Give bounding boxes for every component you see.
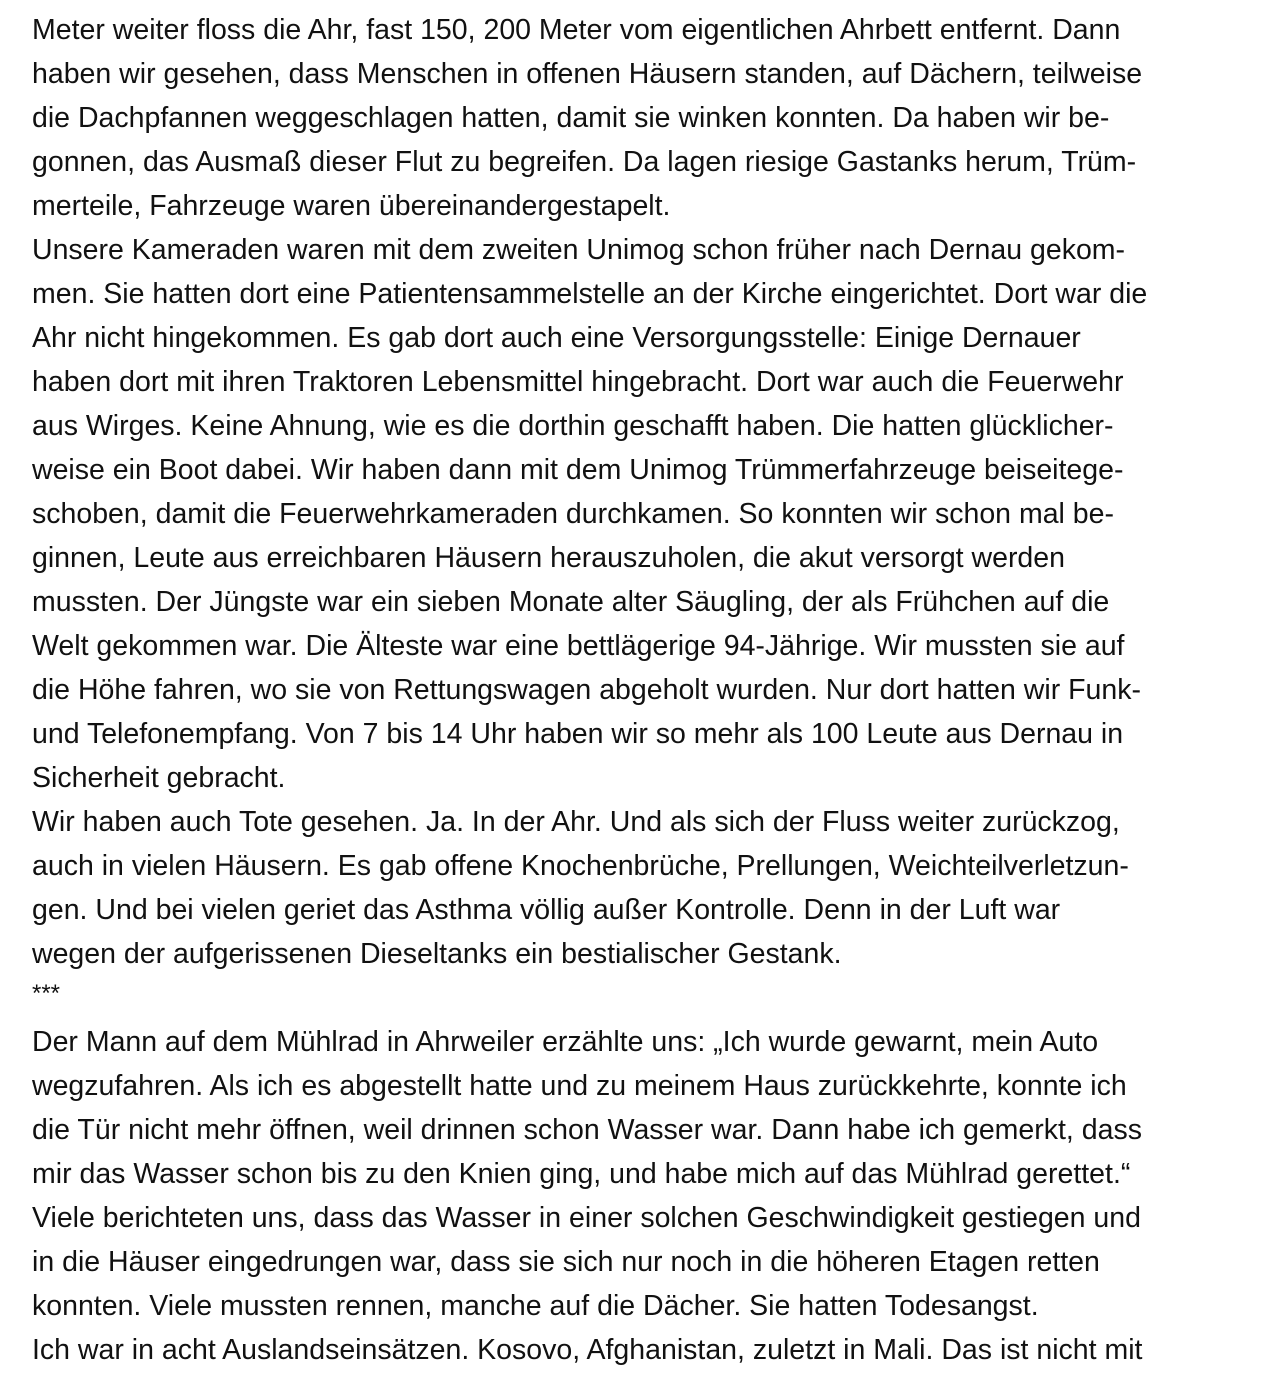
text-line: haben wir gesehen, dass Menschen in offenen Häusern standen, auf Dächern, teilweise — [32, 58, 1143, 90]
text-line: konnten. Viele mussten rennen, manche auf die Dächer. Sie hatten Todesangst. — [32, 1290, 1039, 1322]
text-line: merteile, Fahrzeuge waren übereinandergestapelt. — [32, 190, 671, 222]
text-line: Sicherheit gebracht. — [32, 762, 286, 794]
text-line: mir das Wasser schon bis zu den Knien ging, und habe mich auf das Mühlrad gerettet.“ — [32, 1158, 1131, 1190]
text-line: men. Sie hatten dort eine Patientensammelstelle an der Kirche eingerichtet. Dort war die — [32, 278, 1148, 310]
text-line: auch in vielen Häusern. Es gab offene Knochenbrüche, Prellungen, Weichteilverletzun- — [32, 850, 1129, 882]
text-line: schoben, damit die Feuerwehrkameraden durchkamen. So konnten wir schon mal be- — [32, 498, 1114, 530]
text-line: haben dort mit ihren Traktoren Lebensmittel hingebracht. Dort war auch die Feuerwehr — [32, 366, 1124, 398]
text-line: Der Mann auf dem Mühlrad in Ahrweiler erzählte uns: „Ich wurde gewarnt, mein Auto — [32, 1026, 1099, 1058]
text-line: mussten. Der Jüngste war ein sieben Monate alter Säugling, der als Frühchen auf die — [32, 586, 1110, 618]
text-line: Ich war in acht Auslandseinsätzen. Kosovo, Afghanistan, zuletzt in Mali. Das ist nicht mit — [32, 1334, 1143, 1366]
text-line: Meter weiter floss die Ahr, fast 150, 200 Meter vom eigentlichen Ahrbett entfernt. Dann — [32, 14, 1121, 46]
text-line: Viele berichteten uns, dass das Wasser in einer solchen Geschwindigkeit gestiegen und — [32, 1202, 1141, 1234]
text-line: in die Häuser eingedrungen war, dass sie sich nur noch in die höheren Etagen retten — [32, 1246, 1100, 1278]
text-line: Ahr nicht hingekommen. Es gab dort auch eine Versorgungsstelle: Einige Dernauer — [32, 322, 1081, 354]
text-line: und Telefonempfang. Von 7 bis 14 Uhr haben wir so mehr als 100 Leute aus Dernau in — [32, 718, 1124, 750]
text-line: aus Wirges. Keine Ahnung, wie es die dorthin geschafft haben. Die hatten glücklicher- — [32, 410, 1114, 442]
text-line: gonnen, das Ausmaß dieser Flut zu begreifen. Da lagen riesige Gastanks herum, Trüm- — [32, 146, 1137, 178]
text-line: wegen der aufgerissenen Dieseltanks ein bestialischer Gestank. — [32, 938, 842, 970]
text-line: die Tür nicht mehr öffnen, weil drinnen schon Wasser war. Dann habe ich gemerkt, dass — [32, 1114, 1142, 1146]
text-line: wegzufahren. Als ich es abgestellt hatte und zu meinem Haus zurückkehrte, konnte ich — [32, 1070, 1127, 1102]
section-separator: *** — [32, 980, 61, 1007]
text-line: gen. Und bei vielen geriet das Asthma völlig außer Kontrolle. Denn in der Luft war — [32, 894, 1061, 926]
text-line: Wir haben auch Tote gesehen. Ja. In der Ahr. Und als sich der Fluss weiter zurückzog, — [32, 806, 1120, 838]
text-line: die Höhe fahren, wo sie von Rettungswagen abgeholt wurden. Nur dort hatten wir Funk- — [32, 674, 1141, 706]
text-line: weise ein Boot dabei. Wir haben dann mit dem Unimog Trümmerfahrzeuge beiseitege- — [32, 454, 1124, 486]
text-line: die Dachpfannen weggeschlagen hatten, damit sie winken konnten. Da haben wir be- — [32, 102, 1110, 134]
text-line: ginnen, Leute aus erreichbaren Häusern herauszuholen, die akut versorgt werden — [32, 542, 1065, 574]
text-line: Unsere Kameraden waren mit dem zweiten Unimog schon früher nach Dernau gekom- — [32, 234, 1126, 266]
text-line: Welt gekommen war. Die Älteste war eine bettlägerige 94-Jährige. Wir mussten sie auf — [32, 630, 1125, 662]
